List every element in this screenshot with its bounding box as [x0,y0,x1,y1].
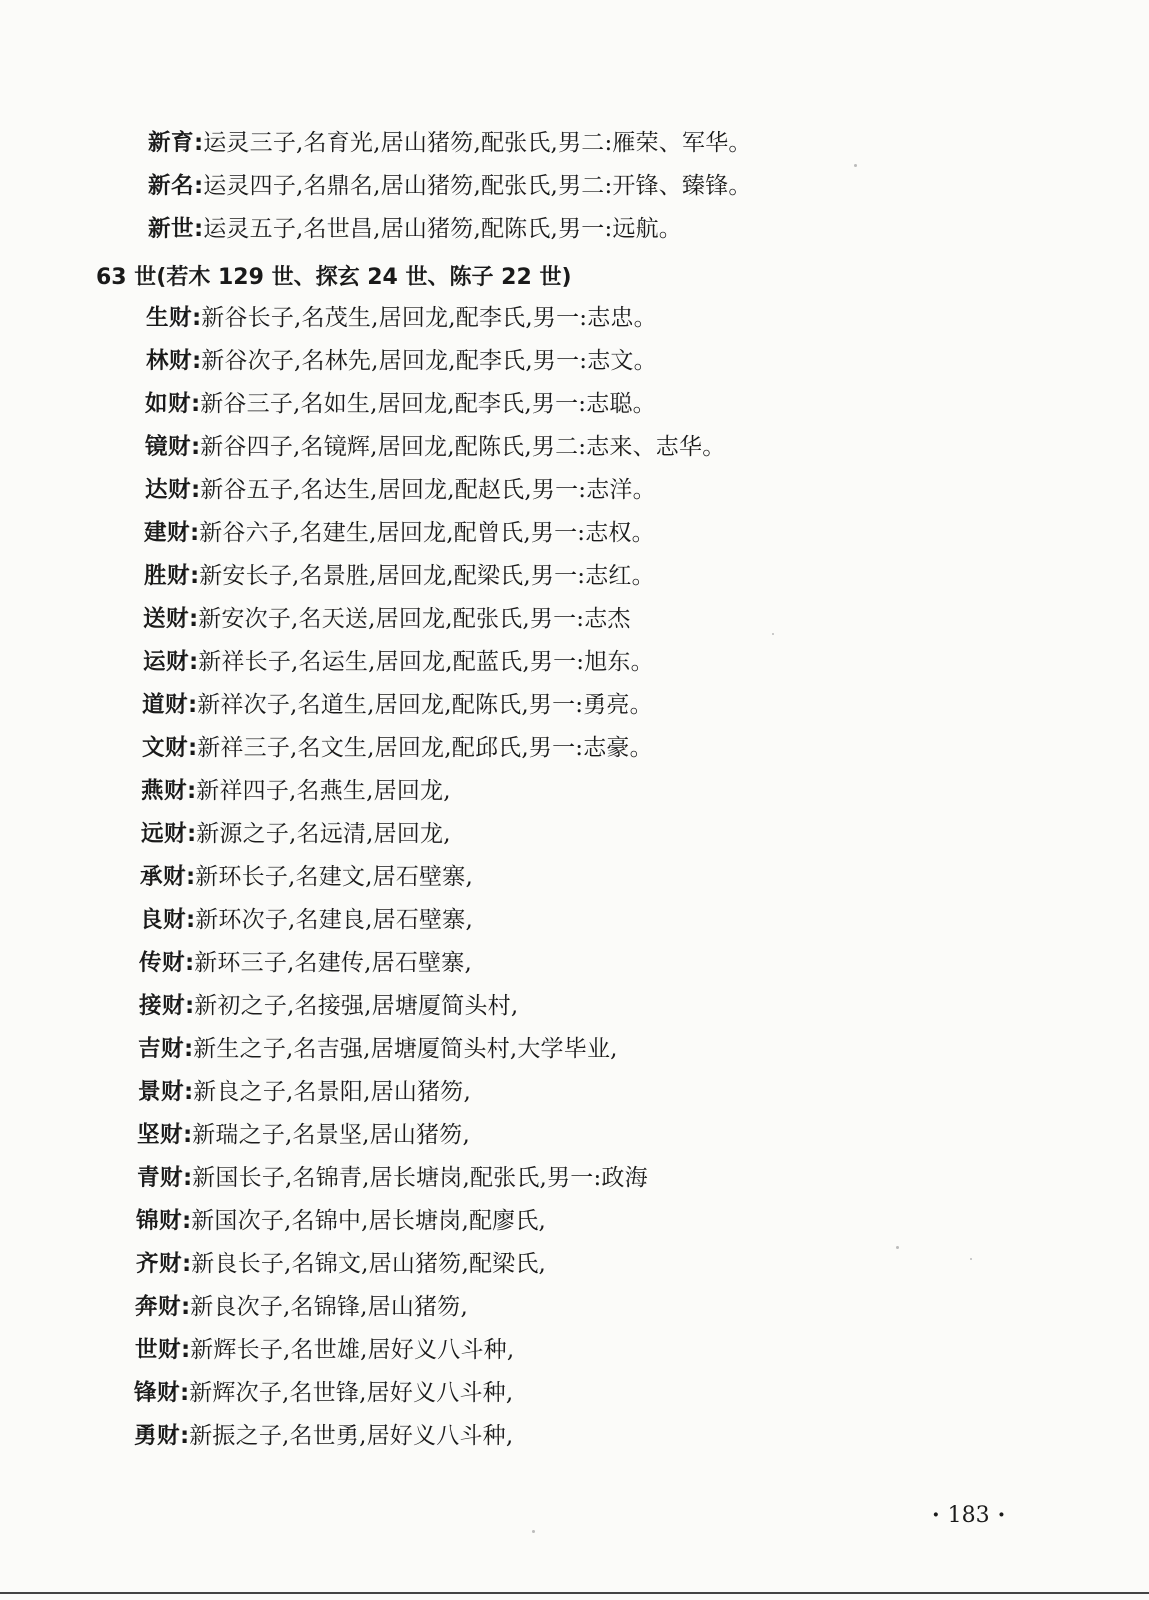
entry-name: 燕财 [141,778,188,804]
entry-text: 新振之子,名世勇,居好义八斗种, [189,1423,514,1449]
entry-name: 新世 [148,216,195,242]
entry-yong-cai [134,1421,513,1451]
entry-separator: : [192,348,202,374]
entry-separator: : [190,520,200,546]
entry-name: 如财 [145,391,192,417]
entry-text: 新源之子,名远清,居回龙, [196,821,451,847]
entry-jing-cai [145,432,725,462]
entry-qi-cai [136,1249,546,1279]
entry-name: 镜财 [145,434,192,460]
entry-text: 新环三子,名建传,居石壁寨, [194,950,472,976]
entry-text: 新谷六子,名建生,居回龙,配曾氏,男一:志权。 [199,520,655,546]
entry-da-cai [145,475,656,505]
scan-speck [970,1258,972,1260]
entry-text: 新谷次子,名林先,居回龙,配李氏,男一:志文。 [201,348,657,374]
entry-separator: : [182,1251,192,1277]
entry-separator: : [187,778,197,804]
entry-yuan-cai [141,819,451,849]
entry-separator: : [194,173,204,199]
entry-text: 新辉次子,名世锋,居好义八斗种, [189,1380,514,1406]
entry-text: 新良次子,名锦锋,居山猪笏, [190,1294,468,1320]
entry-feng-cai [134,1378,513,1408]
entry-jing-cai-2 [138,1077,471,1107]
entry-separator: : [188,692,198,718]
entry-separator: : [184,1036,194,1062]
entry-sheng-cai [146,303,657,333]
entry-wen-cai [142,733,653,763]
entry-separator: : [185,993,195,1019]
entry-name: 世财 [135,1337,182,1363]
entry-jie-cai [139,991,518,1021]
scan-speck [854,164,857,167]
entry-name: 奔财 [135,1294,182,1320]
entry-name: 良财 [140,907,187,933]
entry-text: 新谷五子,名达生,居回龙,配赵氏,男一:志洋。 [200,477,656,503]
entry-text: 新谷三子,名如生,居回龙,配李氏,男一:志聪。 [200,391,656,417]
page-number-dot-right: · [997,1502,1006,1528]
entry-separator: : [191,477,201,503]
entry-text: 运灵三子,名育光,居山猪笏,配张氏,男二:雁荣、军华。 [203,130,752,156]
entry-text: 新生之子,名吉强,居塘厦简头村,大学毕业, [193,1036,618,1062]
entry-text: 新祥四子,名燕生,居回龙, [196,778,451,804]
entry-text: 新环长子,名建文,居石壁寨, [195,864,473,890]
scan-speck [532,1530,535,1533]
entry-text: 新祥次子,名道生,居回龙,配陈氏,男一:勇亮。 [197,692,653,718]
entry-yun-cai [143,647,654,677]
entry-chuan-cai [139,948,472,978]
entry-name: 锋财 [134,1380,181,1406]
entry-ru-cai [145,389,656,419]
entry-separator: : [194,130,204,156]
entry-text: 新谷四子,名镜辉,居回龙,配陈氏,男二:志来、志华。 [200,434,726,460]
entry-name: 吉财 [138,1036,185,1062]
page-number-dot-left: · [932,1502,940,1528]
entry-name: 送财 [143,606,190,632]
entry-name: 林财 [146,348,193,374]
entry-name: 新育 [148,130,195,156]
entry-separator: : [188,735,198,761]
entry-sheng-cai-2 [144,561,655,591]
entry-dao-cai [142,690,653,720]
scan-speck [772,633,774,635]
entry-name: 承财 [140,864,187,890]
entry-separator: : [191,391,201,417]
entry-text: 新安长子,名景胜,居回龙,配梁氏,男一:志红。 [199,563,655,589]
entry-separator: : [189,649,199,675]
entry-jin-cai [136,1206,546,1236]
entry-separator: : [181,1337,191,1363]
entry-text: 新辉长子,名世雄,居好义八斗种, [190,1337,515,1363]
entry-text: 新祥三子,名文生,居回龙,配邱氏,男一:志豪。 [197,735,653,761]
entry-jian-cai [144,518,655,548]
entry-separator: : [189,606,199,632]
entry-name: 坚财 [137,1122,184,1148]
entry-name: 建财 [144,520,191,546]
entry-text: 新瑞之子,名景坚,居山猪笏, [192,1122,470,1148]
generation-heading-text: 63 世(若木 129 世、探玄 24 世、陈子 22 世) [96,265,572,290]
page-number-value: 183 [947,1503,990,1528]
entry-name: 接财 [139,993,186,1019]
entry-shi-cai [135,1335,514,1365]
entry-name: 道财 [142,692,189,718]
entry-name: 齐财 [136,1251,183,1277]
entry-xin-shi [148,214,682,244]
entry-separator: : [191,434,201,460]
entry-text: 运灵四子,名鼎名,居山猪笏,配张氏,男二:开锋、臻锋。 [203,173,752,199]
entry-text: 新国长子,名锦青,居长塘岗,配张氏,男一:政海 [192,1165,648,1191]
entry-name: 胜财 [144,563,191,589]
generation-heading [96,262,572,293]
entry-name: 锦财 [136,1208,183,1234]
entry-separator: : [186,907,196,933]
entry-separator: : [183,1165,193,1191]
entry-separator: : [181,1294,191,1320]
entry-name: 生财 [146,305,193,331]
entry-separator: : [194,216,204,242]
entry-separator: : [186,864,196,890]
entry-name: 传财 [139,950,186,976]
entry-name: 文财 [142,735,189,761]
entry-separator: : [185,950,195,976]
entry-name: 新名 [148,173,195,199]
entry-xin-yu [148,128,752,158]
entry-name: 远财 [141,821,188,847]
entry-text: 新谷长子,名茂生,居回龙,配李氏,男一:志忠。 [201,305,657,331]
entry-separator: : [192,305,202,331]
entry-ben-cai [135,1292,468,1322]
entry-separator: : [180,1380,190,1406]
entry-yan-cai [141,776,451,806]
entry-text: 新祥长子,名运生,居回龙,配蓝氏,男一:旭东。 [198,649,654,675]
entry-separator: : [180,1423,190,1449]
entry-text: 新良之子,名景阳,居山猪笏, [193,1079,471,1105]
entry-text: 新国次子,名锦中,居长塘岗,配廖氏, [191,1208,547,1234]
entry-separator: : [183,1122,193,1148]
entry-ji-cai [138,1034,618,1064]
entry-text: 新良长子,名锦文,居山猪笏,配梁氏, [191,1251,547,1277]
entry-separator: : [187,821,197,847]
entry-jian-cai-2 [137,1120,470,1150]
entry-name: 达财 [145,477,192,503]
entry-lin-cai [146,346,657,376]
entry-text: 新初之子,名接强,居塘厦简头村, [194,993,519,1019]
entry-liang-cai [140,905,473,935]
entry-cheng-cai [140,862,473,892]
entry-text: 新环次子,名建良,居石壁寨, [195,907,473,933]
entry-separator: : [184,1079,194,1105]
entry-name: 青财 [137,1165,184,1191]
scan-speck [896,1246,899,1249]
entry-text: 运灵五子,名世昌,居山猪笏,配陈氏,男一:远航。 [203,216,683,242]
entry-xin-ming [148,171,752,201]
page-number [924,1502,1013,1528]
entry-qing-cai [137,1163,648,1193]
scan-edge-line [0,1592,1149,1594]
entry-name: 运财 [143,649,190,675]
entry-separator: : [182,1208,192,1234]
entry-text: 新安次子,名天送,居回龙,配张氏,男一:志杰 [198,606,631,632]
entry-song-cai [143,604,631,634]
entry-name: 景财 [138,1079,185,1105]
entry-name: 勇财 [134,1423,181,1449]
entry-separator: : [190,563,200,589]
